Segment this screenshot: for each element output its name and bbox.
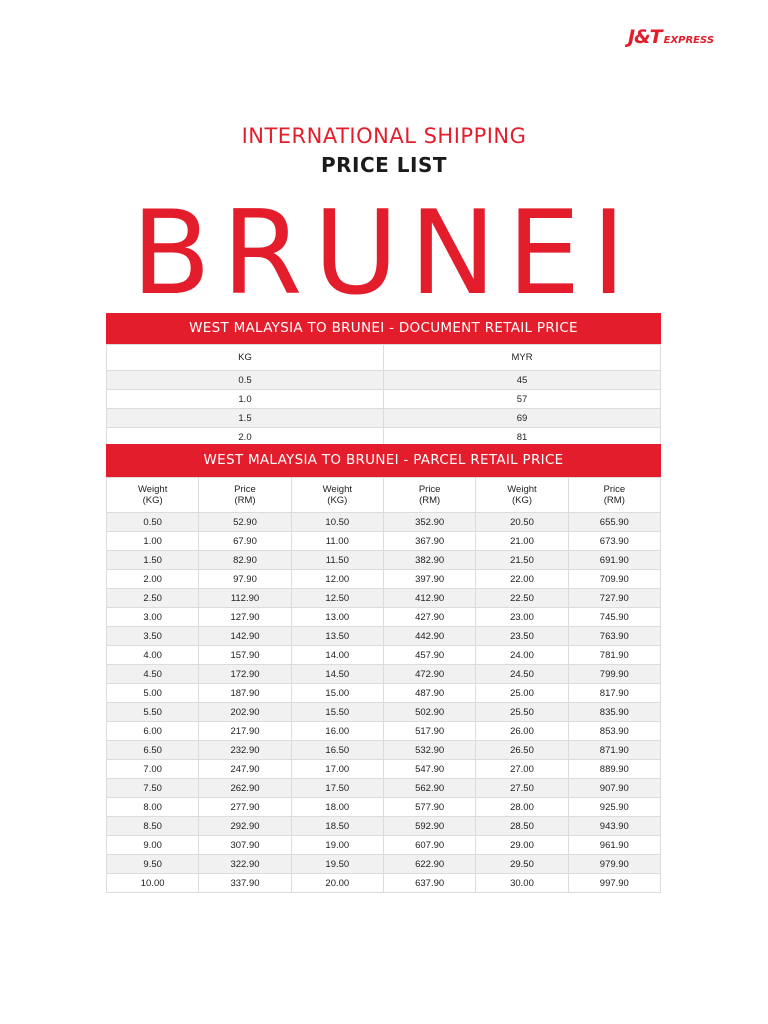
table-cell: 907.90 — [568, 779, 660, 798]
parcel-table-header-row — [107, 478, 661, 513]
column-header-line: (KG) — [327, 495, 348, 506]
table-cell: 871.90 — [568, 741, 660, 760]
table-cell: 799.90 — [568, 665, 660, 684]
table-cell: 367.90 — [383, 532, 475, 551]
table-cell: 1.50 — [107, 551, 199, 570]
table-cell: 12.00 — [291, 570, 383, 589]
parcel-table-title: WEST MALAYSIA TO BRUNEI - PARCEL RETAIL PRICE — [106, 444, 661, 477]
column-header — [383, 478, 475, 513]
table-cell: 943.90 — [568, 817, 660, 836]
column-header-line: Weight — [137, 484, 168, 495]
column-header-line: Weight — [507, 484, 537, 495]
table-cell: 607.90 — [383, 836, 475, 855]
table-cell: 6.50 — [107, 741, 199, 760]
table-row — [107, 513, 661, 532]
column-header — [199, 478, 291, 513]
table-row — [107, 836, 661, 855]
table-row — [107, 855, 661, 874]
table-cell: 2.50 — [107, 589, 199, 608]
table-row — [107, 589, 661, 608]
table-cell: 292.90 — [199, 817, 291, 836]
table-cell: 30.00 — [476, 874, 568, 893]
table-cell: 0.5 — [107, 371, 384, 390]
table-cell: 745.90 — [568, 608, 660, 627]
table-cell: 29.50 — [476, 855, 568, 874]
table-cell: 22.00 — [476, 570, 568, 589]
table-cell: 25.00 — [476, 684, 568, 703]
table-cell: 172.90 — [199, 665, 291, 684]
table-cell: 16.00 — [291, 722, 383, 741]
table-cell: 352.90 — [383, 513, 475, 532]
table-row — [107, 608, 661, 627]
table-row — [107, 798, 661, 817]
table-cell: 853.90 — [568, 722, 660, 741]
table-row — [107, 551, 661, 570]
table-cell: 10.50 — [291, 513, 383, 532]
table-cell: 2.0 — [107, 428, 384, 447]
table-cell: 8.50 — [107, 817, 199, 836]
table-cell: 7.00 — [107, 760, 199, 779]
column-header-line: (KG) — [142, 495, 163, 506]
country-name: BRUNEI — [131, 196, 637, 312]
table-cell: 889.90 — [568, 760, 660, 779]
table-cell: 187.90 — [199, 684, 291, 703]
table-cell: 27.50 — [476, 779, 568, 798]
table-row — [107, 646, 661, 665]
table-cell: 622.90 — [383, 855, 475, 874]
table-cell: 247.90 — [199, 760, 291, 779]
table-cell: 502.90 — [383, 703, 475, 722]
table-cell: 12.50 — [291, 589, 383, 608]
table-cell: 382.90 — [383, 551, 475, 570]
table-cell: 0.50 — [107, 513, 199, 532]
table-cell: 727.90 — [568, 589, 660, 608]
table-row — [107, 627, 661, 646]
table-cell: 24.50 — [476, 665, 568, 684]
table-cell: 11.50 — [291, 551, 383, 570]
table-cell: 262.90 — [199, 779, 291, 798]
column-header: KG — [107, 345, 384, 371]
column-header — [476, 478, 568, 513]
column-header-line: Price — [234, 484, 256, 495]
table-cell: 763.90 — [568, 627, 660, 646]
table-cell: 45 — [384, 371, 661, 390]
table-cell: 19.00 — [291, 836, 383, 855]
table-cell: 81 — [384, 428, 661, 447]
table-cell: 835.90 — [568, 703, 660, 722]
table-cell: 673.90 — [568, 532, 660, 551]
table-cell: 52.90 — [199, 513, 291, 532]
column-header-line: (RM) — [234, 495, 256, 506]
logo-main: J&T — [628, 26, 662, 48]
table-row — [107, 741, 661, 760]
table-cell: 592.90 — [383, 817, 475, 836]
table-cell: 17.00 — [291, 760, 383, 779]
table-cell: 127.90 — [199, 608, 291, 627]
table-cell: 112.90 — [199, 589, 291, 608]
table-cell: 547.90 — [383, 760, 475, 779]
table-cell: 412.90 — [383, 589, 475, 608]
table-row — [107, 874, 661, 893]
table-cell: 11.00 — [291, 532, 383, 551]
table-cell: 577.90 — [383, 798, 475, 817]
document-price-table — [106, 344, 661, 447]
table-cell: 637.90 — [383, 874, 475, 893]
column-header-line: (RM) — [603, 495, 625, 506]
table-row — [107, 722, 661, 741]
column-header — [568, 478, 660, 513]
table-cell: 28.00 — [476, 798, 568, 817]
table-cell: 532.90 — [383, 741, 475, 760]
column-header-line: Price — [418, 484, 441, 495]
table-cell: 157.90 — [199, 646, 291, 665]
table-row — [107, 570, 661, 589]
table-cell: 69 — [384, 409, 661, 428]
table-cell: 67.90 — [199, 532, 291, 551]
table-row — [107, 760, 661, 779]
table-cell: 307.90 — [199, 836, 291, 855]
table-cell: 1.00 — [107, 532, 199, 551]
column-header — [107, 478, 199, 513]
table-cell: 23.50 — [476, 627, 568, 646]
table-cell: 15.00 — [291, 684, 383, 703]
table-cell: 10.00 — [107, 874, 199, 893]
table-cell: 9.00 — [107, 836, 199, 855]
table-cell: 21.00 — [476, 532, 568, 551]
table-cell: 3.00 — [107, 608, 199, 627]
table-row — [107, 532, 661, 551]
table-cell: 487.90 — [383, 684, 475, 703]
table-cell: 457.90 — [383, 646, 475, 665]
table-cell: 13.50 — [291, 627, 383, 646]
table-cell: 142.90 — [199, 627, 291, 646]
table-cell: 18.00 — [291, 798, 383, 817]
column-header — [291, 478, 383, 513]
brand-logo — [628, 26, 714, 48]
table-cell: 961.90 — [568, 836, 660, 855]
table-cell: 26.00 — [476, 722, 568, 741]
table-row — [107, 390, 661, 409]
table-cell: 1.5 — [107, 409, 384, 428]
table-cell: 925.90 — [568, 798, 660, 817]
table-cell: 25.50 — [476, 703, 568, 722]
table-cell: 7.50 — [107, 779, 199, 798]
table-row — [107, 817, 661, 836]
table-row — [107, 703, 661, 722]
column-header-line: Weight — [322, 484, 353, 495]
table-cell: 14.00 — [291, 646, 383, 665]
table-cell: 20.50 — [476, 513, 568, 532]
table-cell: 337.90 — [199, 874, 291, 893]
table-row — [107, 409, 661, 428]
table-cell: 13.00 — [291, 608, 383, 627]
table-cell: 817.90 — [568, 684, 660, 703]
table-cell: 97.90 — [199, 570, 291, 589]
table-cell: 217.90 — [199, 722, 291, 741]
column-header: MYR — [384, 345, 661, 371]
table-cell: 24.00 — [476, 646, 568, 665]
parcel-price-table — [106, 477, 661, 893]
table-cell: 18.50 — [291, 817, 383, 836]
table-cell: 21.50 — [476, 551, 568, 570]
table-cell: 442.90 — [383, 627, 475, 646]
table-row — [107, 665, 661, 684]
table-cell: 4.00 — [107, 646, 199, 665]
table-cell: 28.50 — [476, 817, 568, 836]
document-table-header-row — [107, 345, 661, 371]
table-row — [107, 684, 661, 703]
table-cell: 3.50 — [107, 627, 199, 646]
table-cell: 4.50 — [107, 665, 199, 684]
table-cell: 26.50 — [476, 741, 568, 760]
table-cell: 1.0 — [107, 390, 384, 409]
table-cell: 20.00 — [291, 874, 383, 893]
table-cell: 202.90 — [199, 703, 291, 722]
logo-sub: EXPRESS — [663, 35, 715, 46]
page-heading-line1: INTERNATIONAL SHIPPING — [241, 124, 527, 148]
table-cell: 9.50 — [107, 855, 199, 874]
table-cell: 19.50 — [291, 855, 383, 874]
table-cell: 472.90 — [383, 665, 475, 684]
table-cell: 6.00 — [107, 722, 199, 741]
table-cell: 82.90 — [199, 551, 291, 570]
document-table-title: WEST MALAYSIA TO BRUNEI - DOCUMENT RETAIL PRICE — [106, 313, 661, 344]
table-cell: 517.90 — [383, 722, 475, 741]
table-cell: 14.50 — [291, 665, 383, 684]
table-cell: 5.00 — [107, 684, 199, 703]
table-cell: 562.90 — [383, 779, 475, 798]
table-cell: 57 — [384, 390, 661, 409]
table-cell: 17.50 — [291, 779, 383, 798]
column-header-line: Price — [603, 484, 626, 495]
table-cell: 29.00 — [476, 836, 568, 855]
table-cell: 997.90 — [568, 874, 660, 893]
table-cell: 427.90 — [383, 608, 475, 627]
table-cell: 27.00 — [476, 760, 568, 779]
table-cell: 8.00 — [107, 798, 199, 817]
page-heading-line2: PRICE LIST — [320, 153, 448, 177]
table-cell: 22.50 — [476, 589, 568, 608]
column-header-line: (RM) — [419, 495, 441, 506]
table-cell: 655.90 — [568, 513, 660, 532]
table-cell: 322.90 — [199, 855, 291, 874]
table-cell: 232.90 — [199, 741, 291, 760]
table-cell: 781.90 — [568, 646, 660, 665]
table-cell: 5.50 — [107, 703, 199, 722]
table-cell: 397.90 — [383, 570, 475, 589]
table-cell: 2.00 — [107, 570, 199, 589]
table-cell: 23.00 — [476, 608, 568, 627]
table-cell: 979.90 — [568, 855, 660, 874]
table-row — [107, 371, 661, 390]
table-cell: 709.90 — [568, 570, 660, 589]
table-cell: 15.50 — [291, 703, 383, 722]
table-cell: 691.90 — [568, 551, 660, 570]
table-row — [107, 779, 661, 798]
table-cell: 277.90 — [199, 798, 291, 817]
table-cell: 16.50 — [291, 741, 383, 760]
column-header-line: (KG) — [511, 495, 532, 506]
